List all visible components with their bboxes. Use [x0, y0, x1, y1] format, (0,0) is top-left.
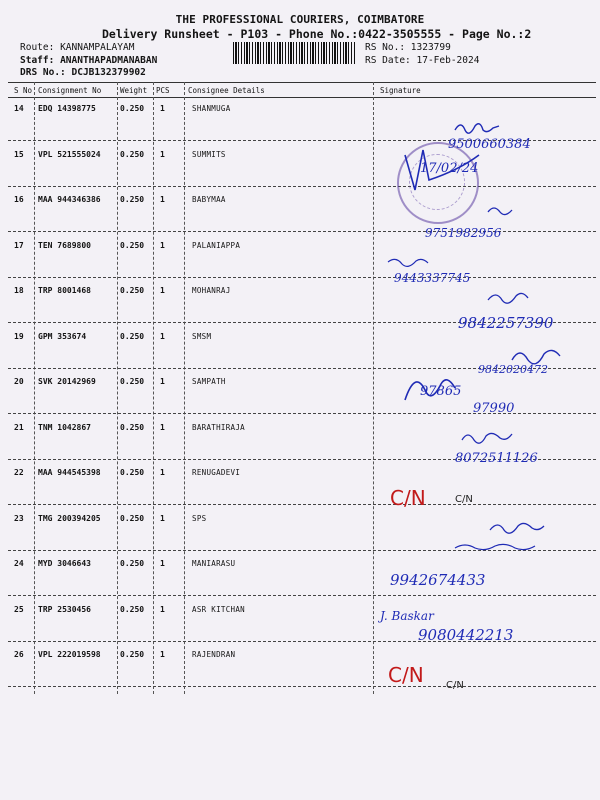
cn-mark-black-22: C/N: [455, 494, 473, 505]
row-weight: 0.250: [120, 650, 145, 659]
table-row: [0, 514, 600, 534]
table-row: [0, 286, 600, 306]
handwritten-phone-17: 9443337745: [394, 271, 471, 285]
row-consignment-no: VPL 222019598: [38, 650, 101, 659]
row-consignment-no: SVK 20142969: [38, 377, 96, 386]
row-consignment-no: VPL 521555024: [38, 149, 101, 159]
drs-label: DRS No.:: [20, 67, 66, 78]
row-pcs: 1: [160, 650, 165, 659]
row-divider: [8, 459, 596, 460]
table-row: [0, 650, 600, 670]
col-pcs: PCS: [156, 86, 170, 95]
rs-date-value: 17-Feb-2024: [416, 55, 480, 66]
staff-value: ANANTHAPADMANABAN: [60, 55, 158, 66]
row-divider: [8, 686, 596, 687]
handwritten-phone-18: 9842257390: [458, 314, 554, 332]
row-weight: 0.250: [120, 604, 145, 614]
row-consignment-no: GPM 353674: [38, 331, 87, 341]
row-weight: 0.250: [120, 559, 145, 568]
row-sno: 21: [14, 422, 24, 432]
table-row: [0, 195, 600, 215]
row-consignee: SMSM: [192, 331, 212, 341]
col-consignee: Consignee Details: [188, 86, 265, 95]
table-row: [0, 468, 600, 488]
row-divider: [8, 277, 596, 278]
signature-14: [455, 124, 499, 133]
col-signature: Signature: [380, 86, 421, 95]
row-consignee: MOHANRAJ: [192, 286, 231, 295]
row-divider: [8, 504, 596, 505]
row-pcs: 1: [160, 513, 165, 523]
handwritten-name-25: J. Baskar: [380, 609, 434, 623]
col-consignment: Consignment No: [38, 86, 102, 95]
handwritten-phone-19: 9842020472: [478, 363, 548, 376]
handwritten-phone-14: 9500660384: [448, 137, 531, 152]
company-title: THE PROFESSIONAL COURIERS, COIMBATORE: [175, 13, 425, 26]
table-row: [0, 241, 600, 261]
staff-line: [20, 55, 157, 66]
row-divider: [8, 595, 596, 596]
row-sno: 14: [14, 104, 24, 113]
row-consignee: SUMMITS: [192, 149, 226, 159]
row-sno: 20: [14, 377, 24, 386]
row-pcs: 1: [160, 286, 165, 295]
row-sno: 23: [14, 513, 24, 523]
rs-no-value: 1323799: [410, 42, 451, 53]
table-row: [0, 104, 600, 124]
row-divider: [8, 140, 596, 141]
row-divider: [8, 322, 596, 323]
row-consignee: BARATHIRAJA: [192, 422, 245, 432]
row-pcs: 1: [160, 149, 165, 159]
row-weight: 0.250: [120, 286, 145, 295]
handwritten-phone-25: 9080442213: [418, 626, 514, 644]
row-consignee: BABYMAA: [192, 195, 226, 204]
row-pcs: 1: [160, 195, 165, 204]
row-pcs: 1: [160, 422, 165, 432]
row-sno: 18: [14, 286, 24, 295]
row-pcs: 1: [160, 604, 165, 614]
row-weight: 0.250: [120, 468, 145, 477]
table-row: [0, 377, 600, 397]
row-weight: 0.250: [120, 104, 145, 113]
row-weight: 0.250: [120, 513, 145, 523]
route-line: [20, 42, 134, 53]
row-divider: [8, 413, 596, 414]
row-consignee: RAJENDRAN: [192, 650, 236, 659]
barcode: [233, 42, 355, 64]
row-pcs: 1: [160, 331, 165, 341]
row-consignment-no: TRP 2530456: [38, 604, 91, 614]
row-consignment-no: TMG 200394205: [38, 513, 101, 523]
row-weight: 0.250: [120, 331, 145, 341]
rs-date-label: RS Date:: [365, 55, 411, 66]
cn-mark-red-26: C/N: [388, 663, 424, 687]
row-consignment-no: TRP 8001468: [38, 286, 91, 295]
row-pcs: 1: [160, 559, 165, 568]
row-consignment-no: TNM 1042867: [38, 422, 91, 432]
row-consignee: SAMPATH: [192, 377, 226, 386]
row-weight: 0.250: [120, 149, 145, 159]
table-row: [0, 332, 600, 352]
route-label: Route:: [20, 42, 55, 53]
table-header-rule: [8, 97, 596, 98]
row-consignment-no: MAA 944545398: [38, 468, 101, 477]
handwritten-date-15: 17/02/24: [420, 161, 479, 176]
row-sno: 17: [14, 240, 24, 250]
handwritten-number-20a: 97865: [420, 384, 462, 399]
route-value: KANNAMPALAYAM: [60, 42, 135, 53]
row-sno: 16: [14, 195, 24, 204]
table-row: [0, 423, 600, 443]
rs-date-line: [365, 55, 479, 66]
runsheet-subtitle: Delivery Runsheet - P103 - Phone No.:0422-3505555 - Page No.:2: [102, 27, 532, 41]
row-weight: 0.250: [120, 240, 145, 250]
table-top-rule: [8, 82, 596, 83]
row-pcs: 1: [160, 104, 165, 113]
cn-mark-black-26: C/N: [446, 680, 464, 691]
row-sno: 19: [14, 331, 24, 341]
row-consignee: SPS: [192, 513, 207, 523]
drs-value: DCJB132379902: [71, 67, 146, 78]
rs-no-label: RS No.:: [365, 42, 406, 53]
signature-19: [512, 350, 560, 363]
row-divider: [8, 231, 596, 232]
table-row: [0, 559, 600, 579]
handwritten-number-20b: 97990: [473, 401, 515, 416]
row-consignee: MANIARASU: [192, 559, 236, 568]
handwritten-phone-16: 9751982956: [425, 226, 502, 240]
table-row: [0, 150, 600, 170]
row-consignee: ASR KITCHAN: [192, 604, 245, 614]
row-consignee: SHANMUGA: [192, 104, 231, 113]
row-weight: 0.250: [120, 377, 145, 386]
row-pcs: 1: [160, 240, 165, 250]
row-consignment-no: MAA 944346386: [38, 195, 101, 204]
row-divider: [8, 368, 596, 369]
drs-line: [20, 67, 146, 78]
row-divider: [8, 641, 596, 642]
handwritten-phone-24: 9942674433: [390, 571, 486, 589]
delivery-stamp: [397, 142, 479, 224]
row-weight: 0.250: [120, 422, 145, 432]
row-consignee: PALANIAPPA: [192, 240, 241, 250]
row-sno: 26: [14, 650, 24, 659]
staff-label: Staff:: [20, 55, 55, 66]
row-divider: [8, 186, 596, 187]
row-consignee: RENUGADEVI: [192, 468, 241, 477]
col-weight: Weight: [120, 86, 148, 95]
col-sno: S No: [14, 86, 33, 95]
table-row: [0, 605, 600, 625]
row-consignment-no: TEN 7689800: [38, 240, 91, 250]
row-weight: 0.250: [120, 195, 145, 204]
handwritten-phone-21: 8072511126: [455, 451, 538, 466]
row-sno: 15: [14, 149, 24, 159]
cn-mark-red-22: C/N: [390, 486, 426, 510]
row-pcs: 1: [160, 377, 165, 386]
row-sno: 25: [14, 604, 24, 614]
rs-no-line: [365, 42, 451, 53]
row-sno: 22: [14, 468, 24, 477]
row-divider: [8, 550, 596, 551]
row-consignment-no: EDQ 14398775: [38, 104, 96, 113]
row-consignment-no: MYD 3046643: [38, 559, 91, 568]
row-sno: 24: [14, 559, 24, 568]
row-pcs: 1: [160, 468, 165, 477]
